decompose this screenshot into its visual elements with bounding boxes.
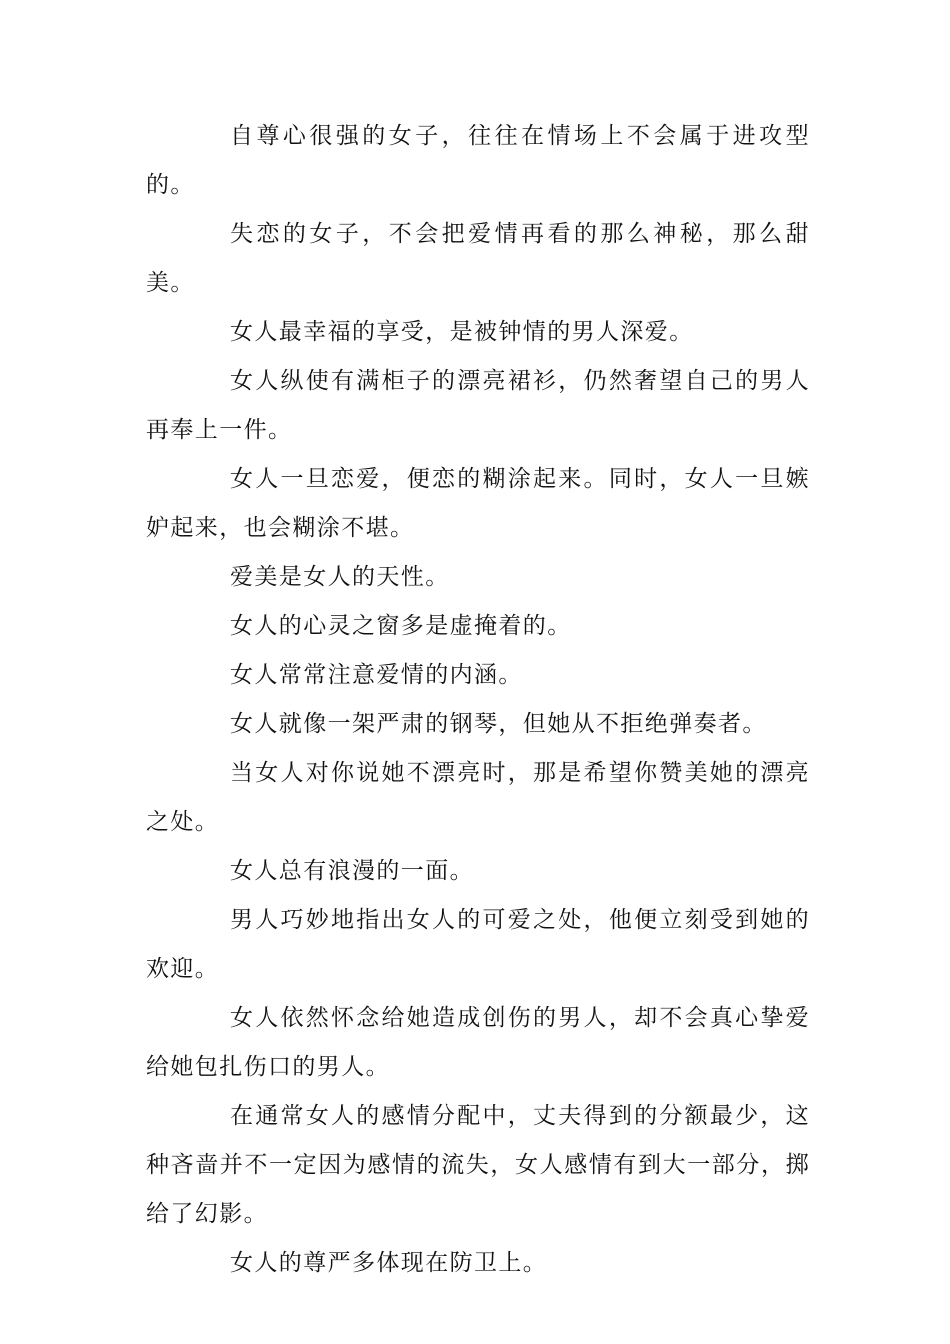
paragraph: 女人的尊严多体现在防卫上。 (230, 1250, 548, 1276)
paragraph: 在通常女人的感情分配中，丈夫得到的分额最少，这种吝啬并不一定因为感情的流失，女人感情有到大一部分，掷给了幻影。 (146, 1103, 810, 1227)
paragraph: 女人纵使有满柜子的漂亮裙衫，仍然奢望自己的男人再奉上一件。 (146, 368, 810, 443)
paragraph: 女人依然怀念给她造成创伤的男人，却不会真心挚爱给她包扎伤口的男人。 (146, 1005, 810, 1080)
paragraph: 女人常常注意爱情的内涵。 (230, 662, 523, 688)
document-body (146, 112, 810, 1288)
paragraph: 女人的心灵之窗多是虚掩着的。 (230, 613, 572, 639)
paragraph: 男人巧妙地指出女人的可爱之处，他便立刻受到她的欢迎。 (146, 907, 810, 982)
paragraph: 女人总有浪漫的一面。 (230, 858, 474, 884)
paragraph: 女人一旦恋爱，便恋的糊涂起来。同时，女人一旦嫉妒起来，也会糊涂不堪。 (146, 466, 810, 541)
paragraph: 自尊心很强的女子，往往在情场上不会属于进攻型的。 (146, 123, 810, 198)
paragraph: 女人最幸福的享受，是被钟情的男人深爱。 (230, 319, 694, 345)
paragraph: 失恋的女子，不会把爱情再看的那么神秘，那么甜美。 (146, 221, 810, 296)
paragraph: 当女人对你说她不漂亮时，那是希望你赞美她的漂亮之处。 (146, 760, 810, 835)
paragraph: 爱美是女人的天性。 (230, 564, 450, 590)
paragraph: 女人就像一架严肃的钢琴，但她从不拒绝弹奏者。 (230, 711, 767, 737)
